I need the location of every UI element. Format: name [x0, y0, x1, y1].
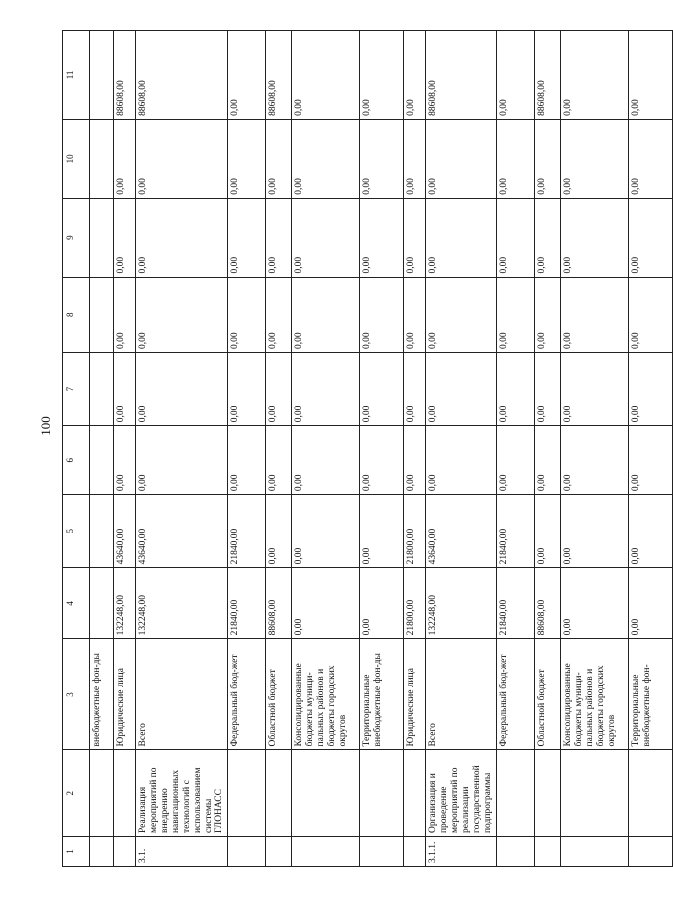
- row-number-cell: [228, 837, 266, 867]
- amount-cell: 0,00: [496, 353, 534, 426]
- amount-cell: 0,00: [560, 31, 628, 120]
- amount-cell: 0,00: [292, 31, 360, 120]
- table-row: [496, 31, 534, 867]
- header-cell: 11: [63, 31, 90, 120]
- amount-cell: 21800,00: [404, 495, 426, 568]
- amount-cell: 0,00: [560, 198, 628, 277]
- amount-cell: 0,00: [266, 198, 292, 277]
- table-row: [360, 31, 404, 867]
- row-number-cell: [360, 837, 404, 867]
- measure-name-cell: [228, 750, 266, 837]
- amount-cell: 132248,00: [114, 568, 136, 639]
- amount-cell: 0,00: [496, 198, 534, 277]
- amount-cell: 0,00: [228, 198, 266, 277]
- amount-cell: 21840,00: [228, 495, 266, 568]
- measure-name-cell: [114, 750, 136, 837]
- amount-cell: [90, 495, 114, 568]
- amount-cell: 0,00: [628, 277, 672, 352]
- amount-cell: 0,00: [292, 495, 360, 568]
- amount-cell: 0,00: [114, 353, 136, 426]
- table-row: [426, 31, 497, 867]
- funding-source-cell: внебюджетные фон-ды: [90, 639, 114, 750]
- measure-name-cell: [90, 750, 114, 837]
- amount-cell: [90, 426, 114, 495]
- amount-cell: 0,00: [136, 277, 228, 352]
- amount-cell: 0,00: [404, 119, 426, 198]
- row-number-cell: 3.1.: [136, 837, 228, 867]
- amount-cell: [90, 31, 114, 120]
- row-number-cell: [560, 837, 628, 867]
- amount-cell: 0,00: [292, 198, 360, 277]
- measure-name-cell: [360, 750, 404, 837]
- header-cell: 4: [63, 568, 90, 639]
- amount-cell: 21840,00: [228, 568, 266, 639]
- measure-name-cell: [404, 750, 426, 837]
- funding-source-cell: Территориальные внебюджетные фон-ды: [360, 639, 404, 750]
- header-cell: 3: [63, 639, 90, 750]
- amount-cell: 0,00: [114, 277, 136, 352]
- measure-name-cell: Организация и проведение мероприятий по реализации государственной подпрограммы: [426, 750, 497, 837]
- amount-cell: 0,00: [496, 31, 534, 120]
- amount-cell: 0,00: [560, 277, 628, 352]
- amount-cell: 0,00: [228, 353, 266, 426]
- amount-cell: 21800,00: [404, 568, 426, 639]
- amount-cell: [90, 198, 114, 277]
- amount-cell: 0,00: [628, 568, 672, 639]
- amount-cell: 0,00: [114, 426, 136, 495]
- amount-cell: 0,00: [136, 353, 228, 426]
- amount-cell: 0,00: [496, 426, 534, 495]
- amount-cell: 21840,00: [496, 495, 534, 568]
- amount-cell: 0,00: [628, 495, 672, 568]
- amount-cell: 0,00: [266, 119, 292, 198]
- amount-cell: 88608,00: [534, 31, 560, 120]
- amount-cell: 0,00: [426, 353, 497, 426]
- row-number-cell: [90, 837, 114, 867]
- row-number-cell: [266, 837, 292, 867]
- amount-cell: 0,00: [426, 198, 497, 277]
- table-row: [136, 31, 228, 867]
- amount-cell: 43640,00: [426, 495, 497, 568]
- row-number-cell: 3.1.1.: [426, 837, 497, 867]
- measure-name-cell: [292, 750, 360, 837]
- amount-cell: 0,00: [360, 277, 404, 352]
- amount-cell: 132248,00: [136, 568, 228, 639]
- amount-cell: 0,00: [404, 353, 426, 426]
- funding-source-cell: Федеральный бюд-жет: [496, 639, 534, 750]
- amount-cell: 0,00: [534, 277, 560, 352]
- header-cell: 9: [63, 198, 90, 277]
- funding-source-cell: Всего: [426, 639, 497, 750]
- amount-cell: 0,00: [360, 119, 404, 198]
- table-row: [266, 31, 292, 867]
- table-row: [292, 31, 360, 867]
- amount-cell: 0,00: [266, 353, 292, 426]
- amount-cell: [90, 277, 114, 352]
- table-row: [228, 31, 266, 867]
- page-number: 100: [38, 416, 53, 436]
- amount-cell: 0,00: [292, 426, 360, 495]
- amount-cell: 0,00: [266, 495, 292, 568]
- table-body: [90, 31, 673, 867]
- measure-name-cell: [560, 750, 628, 837]
- amount-cell: 0,00: [360, 31, 404, 120]
- funding-source-cell: Всего: [136, 639, 228, 750]
- amount-cell: 0,00: [360, 426, 404, 495]
- measure-name-cell: [266, 750, 292, 837]
- table-row: [90, 31, 114, 867]
- amount-cell: 0,00: [560, 353, 628, 426]
- amount-cell: 0,00: [426, 119, 497, 198]
- measure-name-cell: [534, 750, 560, 837]
- amount-cell: 0,00: [628, 198, 672, 277]
- amount-cell: 0,00: [114, 119, 136, 198]
- amount-cell: 0,00: [360, 353, 404, 426]
- amount-cell: 43640,00: [136, 495, 228, 568]
- amount-cell: 0,00: [360, 198, 404, 277]
- funding-source-cell: Юридические лица: [404, 639, 426, 750]
- amount-cell: 21840,00: [496, 568, 534, 639]
- amount-cell: 0,00: [628, 31, 672, 120]
- amount-cell: 0,00: [404, 198, 426, 277]
- amount-cell: 0,00: [534, 353, 560, 426]
- amount-cell: 0,00: [292, 353, 360, 426]
- amount-cell: 43640,00: [114, 495, 136, 568]
- funding-source-cell: Юридические лица: [114, 639, 136, 750]
- row-number-cell: [496, 837, 534, 867]
- table-row: [114, 31, 136, 867]
- amount-cell: [90, 353, 114, 426]
- header-cell: 8: [63, 277, 90, 352]
- amount-cell: 0,00: [628, 426, 672, 495]
- amount-cell: 0,00: [266, 426, 292, 495]
- amount-cell: 0,00: [292, 277, 360, 352]
- header-cell: 5: [63, 495, 90, 568]
- header-cell: 2: [63, 750, 90, 837]
- amount-cell: 88608,00: [534, 568, 560, 639]
- budget-table-container: [62, 30, 652, 867]
- amount-cell: 0,00: [292, 568, 360, 639]
- row-number-cell: [404, 837, 426, 867]
- amount-cell: 0,00: [628, 353, 672, 426]
- funding-source-cell: Областной бюджет: [534, 639, 560, 750]
- table-row: [560, 31, 628, 867]
- amount-cell: 0,00: [496, 119, 534, 198]
- amount-cell: 0,00: [496, 277, 534, 352]
- amount-cell: 0,00: [560, 119, 628, 198]
- amount-cell: 0,00: [426, 277, 497, 352]
- amount-cell: 0,00: [136, 119, 228, 198]
- amount-cell: 0,00: [534, 426, 560, 495]
- amount-cell: 0,00: [228, 277, 266, 352]
- measure-name-cell: [628, 750, 672, 837]
- row-number-cell: [628, 837, 672, 867]
- table-row: [404, 31, 426, 867]
- amount-cell: 0,00: [360, 568, 404, 639]
- measure-name-cell: [496, 750, 534, 837]
- amount-cell: 0,00: [136, 426, 228, 495]
- measure-name-cell: Реализация мероприятий по внедрению навигационных технологий с использованием системы ГЛОНАСС: [136, 750, 228, 837]
- amount-cell: 88608,00: [114, 31, 136, 120]
- row-number-cell: [534, 837, 560, 867]
- header-cell: 7: [63, 353, 90, 426]
- header-cell: 10: [63, 119, 90, 198]
- amount-cell: 0,00: [426, 426, 497, 495]
- amount-cell: 88608,00: [266, 31, 292, 120]
- amount-cell: 0,00: [266, 277, 292, 352]
- amount-cell: 0,00: [628, 119, 672, 198]
- amount-cell: 0,00: [114, 198, 136, 277]
- amount-cell: 0,00: [560, 426, 628, 495]
- funding-source-cell: Территориальные внебюджетные фон-: [628, 639, 672, 750]
- amount-cell: [90, 568, 114, 639]
- funding-source-cell: Консолидированные бюджеты муници-пальных районов и бюджеты городских округов: [292, 639, 360, 750]
- amount-cell: 88608,00: [136, 31, 228, 120]
- header-cell: 6: [63, 426, 90, 495]
- amount-cell: [90, 119, 114, 198]
- row-number-cell: [292, 837, 360, 867]
- funding-source-cell: Областной бюджет: [266, 639, 292, 750]
- amount-cell: 0,00: [404, 31, 426, 120]
- amount-cell: 0,00: [228, 426, 266, 495]
- amount-cell: 0,00: [404, 277, 426, 352]
- amount-cell: 0,00: [292, 119, 360, 198]
- amount-cell: 0,00: [534, 119, 560, 198]
- table-row: [534, 31, 560, 867]
- funding-source-cell: Федеральный бюд-жет: [228, 639, 266, 750]
- amount-cell: 88608,00: [266, 568, 292, 639]
- amount-cell: 132248,00: [426, 568, 497, 639]
- header-row: [63, 31, 90, 867]
- header-cell: 1: [63, 837, 90, 867]
- amount-cell: 0,00: [360, 495, 404, 568]
- amount-cell: 0,00: [136, 198, 228, 277]
- amount-cell: 0,00: [404, 426, 426, 495]
- funding-source-cell: Консолидированные бюджеты муници-пальных районов и бюджеты городских округов: [560, 639, 628, 750]
- table-row: [628, 31, 672, 867]
- amount-cell: 0,00: [534, 495, 560, 568]
- amount-cell: 0,00: [534, 198, 560, 277]
- amount-cell: 0,00: [228, 31, 266, 120]
- row-number-cell: [114, 837, 136, 867]
- amount-cell: 0,00: [560, 568, 628, 639]
- amount-cell: 88608,00: [426, 31, 497, 120]
- budget-table: [62, 30, 673, 867]
- amount-cell: 0,00: [228, 119, 266, 198]
- rotated-table-wrapper: [62, 30, 652, 867]
- amount-cell: 0,00: [560, 495, 628, 568]
